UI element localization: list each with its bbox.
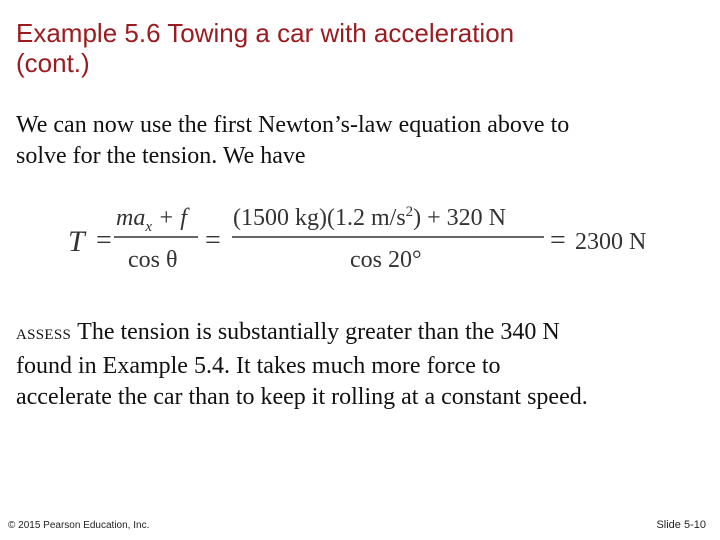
- numerator-plus-f: + f: [152, 205, 187, 231]
- intro-paragraph: [16, 110, 706, 172]
- intro-line-2: solve for the tension. We have: [16, 143, 306, 169]
- slide-title: [16, 18, 706, 78]
- numerator-subscript: x: [145, 219, 153, 235]
- numerator-friction: ) + 320 N: [413, 205, 507, 231]
- slide-number: Slide 5-10: [656, 519, 706, 531]
- equation-lhs: T: [68, 225, 85, 258]
- equals-sign-3: =: [550, 225, 566, 256]
- fraction1-denominator: cos θ: [128, 247, 178, 273]
- assess-label: ASSESS: [16, 327, 72, 343]
- assess-line-3: accelerate the car than to keep it rolling at a constant speed.: [16, 384, 588, 410]
- equals-sign-2: =: [205, 225, 221, 256]
- tension-equation: [60, 195, 680, 285]
- numerator-superscript: 2: [405, 204, 414, 220]
- equals-sign-1: =: [96, 225, 112, 256]
- assess-text-1: The tension is substantially greater than the 340 N: [77, 319, 560, 345]
- numerator-ma: ma: [116, 205, 146, 231]
- numerator-values: (1500 kg)(1.2 m/s: [233, 205, 406, 231]
- intro-line-1: We can now use the first Newton’s-law equation above to: [16, 112, 570, 138]
- fraction2-numerator: [233, 204, 506, 231]
- fraction2-denominator: cos 20°: [350, 247, 422, 273]
- assess-line-2: found in Example 5.4. It takes much more force to: [16, 353, 501, 379]
- title-line-1: Example 5.6 Towing a car with acceleration: [16, 18, 515, 48]
- assess-paragraph: [16, 317, 706, 413]
- equation-result: 2300 N: [575, 229, 647, 255]
- copyright-notice: © 2015 Pearson Education, Inc.: [8, 520, 150, 531]
- fraction1-numerator: [116, 205, 190, 235]
- assess-line-1: [16, 317, 706, 351]
- title-line-2: (cont.): [16, 48, 90, 78]
